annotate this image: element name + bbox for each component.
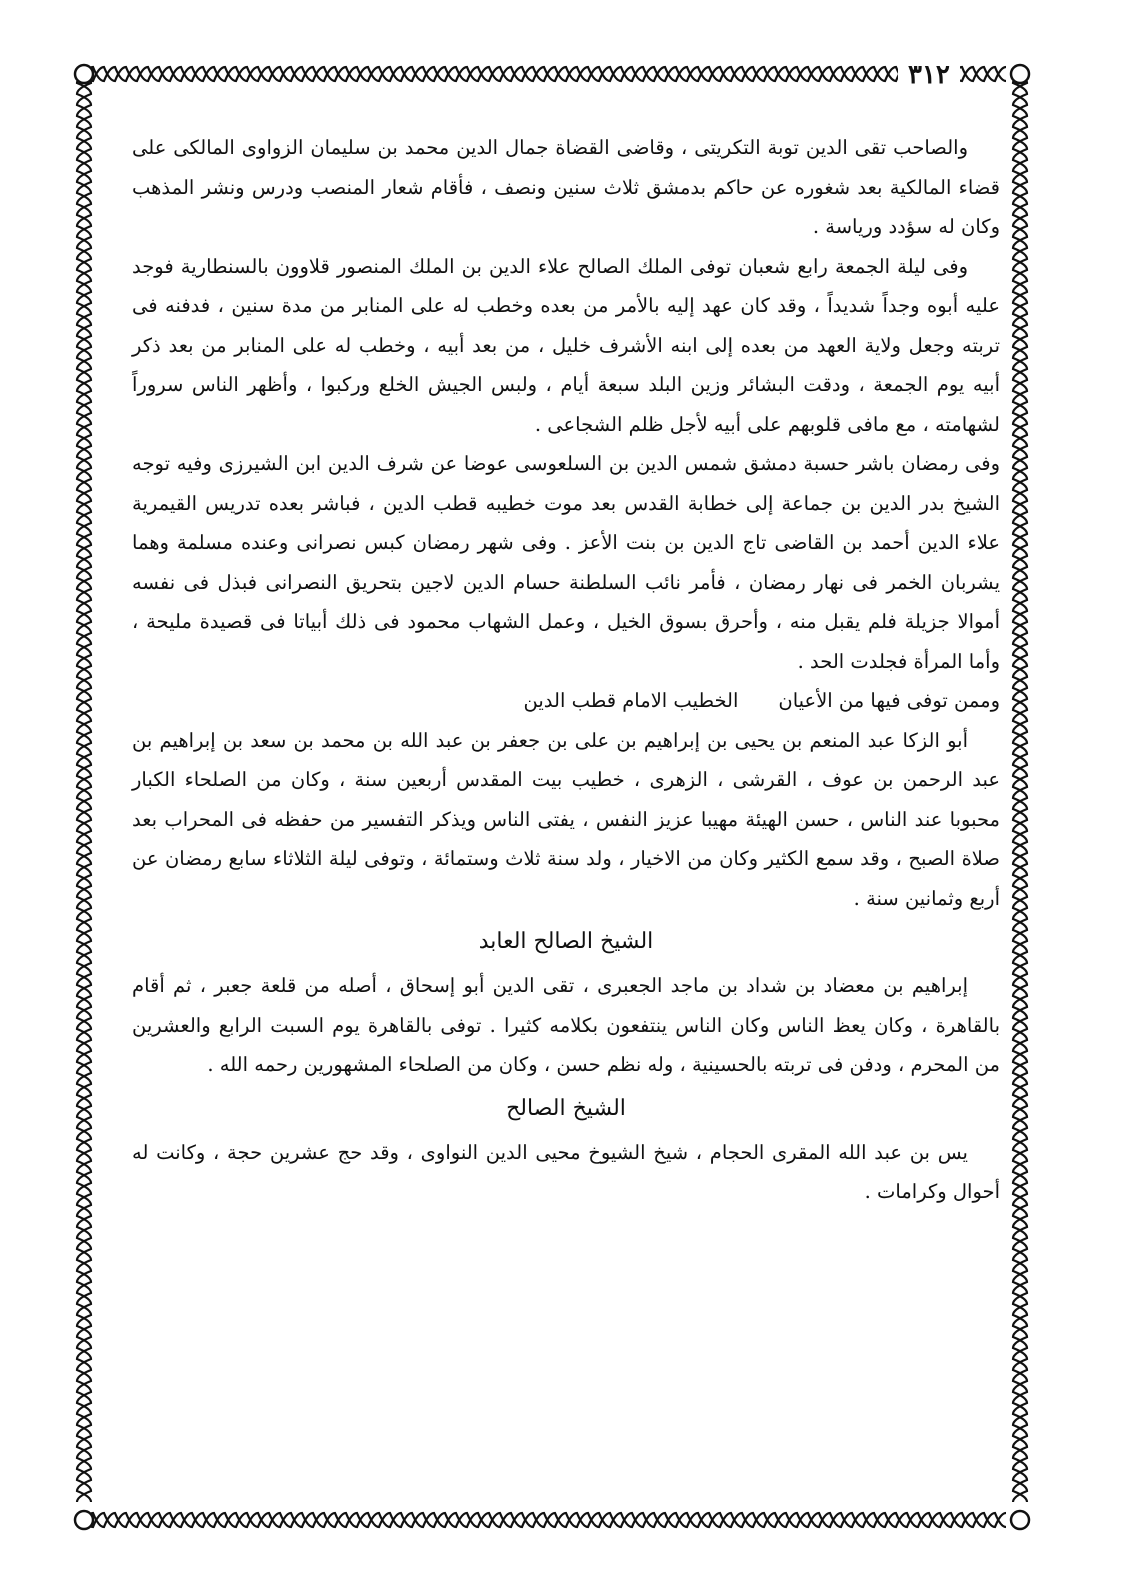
paragraph: وفى رمضان باشر حسبة دمشق شمس الدين بن السلعوسى عوضا عن شرف الدين ابن الشيرزى وفيه توجه الشيخ بدر الدين بن جماعة إلى خطابة القدس بعد موت خطيبه قطب الدين ، فباشر بعده تدريس القيمرية علاء الدين أحمد بن القاضى تاج الدين بن بنت الأعز . وفى شهر رمضان كبس نصرانى وعنده مسلمة وهما يشربان الخمر فى نهار رمضان ، فأمر نائب السلطنة حسام الدين لاجين بتحريق النصرانى فبذل فى نفسه أموالا جزيلة فلم يقبل منه ، وأحرق بسوق الخيل ، وعمل الشهاب محمود فى ذلك أبياتا فى قصيدة مليحة ، وأما المرأة فجلدت الحد . <box>132 452 1001 673</box>
page-text <box>132 128 1000 1468</box>
page-number: ٣١٢ <box>898 60 960 90</box>
paragraph: أبو الزكا عبد المنعم بن يحيى بن إبراهيم بن على بن جعفر بن عبد الله بن محمد بن سعد بن إبراهيم بن عبد الرحمن بن عوف ، القرشى ، الزهرى ، خطيب بيت المقدس أربعين سنة ، وكان من الصلحاء الكبار محبوبا عند الناس ، حسن الهيئة مهيبا عزيز النفس ، يفتى الناس ويذكر التفسير من حفظه فى المحراب بعد صلاة الصبح ، وقد سمع الكثير وكان من الاخيار ، ولد سنة ثلاث وستمائة ، وتوفى ليلة الثلاثاء سابع رمضان عن أربع وثمانين سنة . <box>132 728 1000 910</box>
section-heading: الشيخ الصالح العابد <box>478 929 654 954</box>
notables-intro-line <box>132 681 1000 721</box>
section-heading: الخطيب الامام قطب الدين <box>523 689 739 712</box>
paragraph: يس بن عبد الله المقرى الحجام ، شيخ الشيوخ محيى الدين النواوى ، وقد حج عشرين حجة ، وكانت له أحوال وكرامات . <box>132 1140 1000 1203</box>
section-heading: الشيخ الصالح <box>506 1095 626 1121</box>
paragraph: إبراهيم بن معضاد بن شداد بن ماجد الجعبرى ، تقى الدين أبو إسحاق ، أصله من قلعة جعبر ، ثم أقام بالقاهرة ، وكان يعظ الناس وكان الناس ينتفعون بكلامه كثيرا . توفى بالقاهرة يوم السبت الرابع والعشرين من المحرم ، ودفن فى تربته بالحسينية ، وله نظم حسن ، وكان من الصلحاء المشهورين رحمه الله . <box>132 974 1000 1076</box>
notables-intro: وممن توفى فيها من الأعيان <box>778 689 1000 712</box>
paragraph: وفى ليلة الجمعة رابع شعبان توفى الملك الصالح علاء الدين بن الملك المنصور قلاوون بالسنطارية فوجد عليه أبوه وجداً شديداً ، وقد كان عهد إليه بالأمر من بعده وخطب له على المنابر من مدة سنين ، فدفنه فى تربته وجعل ولاية العهد من بعده إلى ابنه الأشرف خليل ، من بعد أبيه ، وخطب له على المنابر من بعد ذكر أبيه يوم الجمعة ، ودقت البشائر وزين البلد سبعة أيام ، ولبس الجيش الخلع وركبوا ، وأظهر الناس سروراً لشهامته ، مع مافى قلوبهم على أبيه لأجل ظلم الشجاعى . <box>132 254 1000 436</box>
paragraph: والصاحب تقى الدين توبة التكريتى ، وقاضى القضاة جمال الدين محمد بن سليمان الزواوى المالكى على قضاء المالكية بعد شغوره عن حاكم بدمشق ثلاث سنين ونصف ، فأقام شعار المنصب ودرس ونشر المذهب وكان له سؤدد ورياسة . <box>132 136 1000 238</box>
